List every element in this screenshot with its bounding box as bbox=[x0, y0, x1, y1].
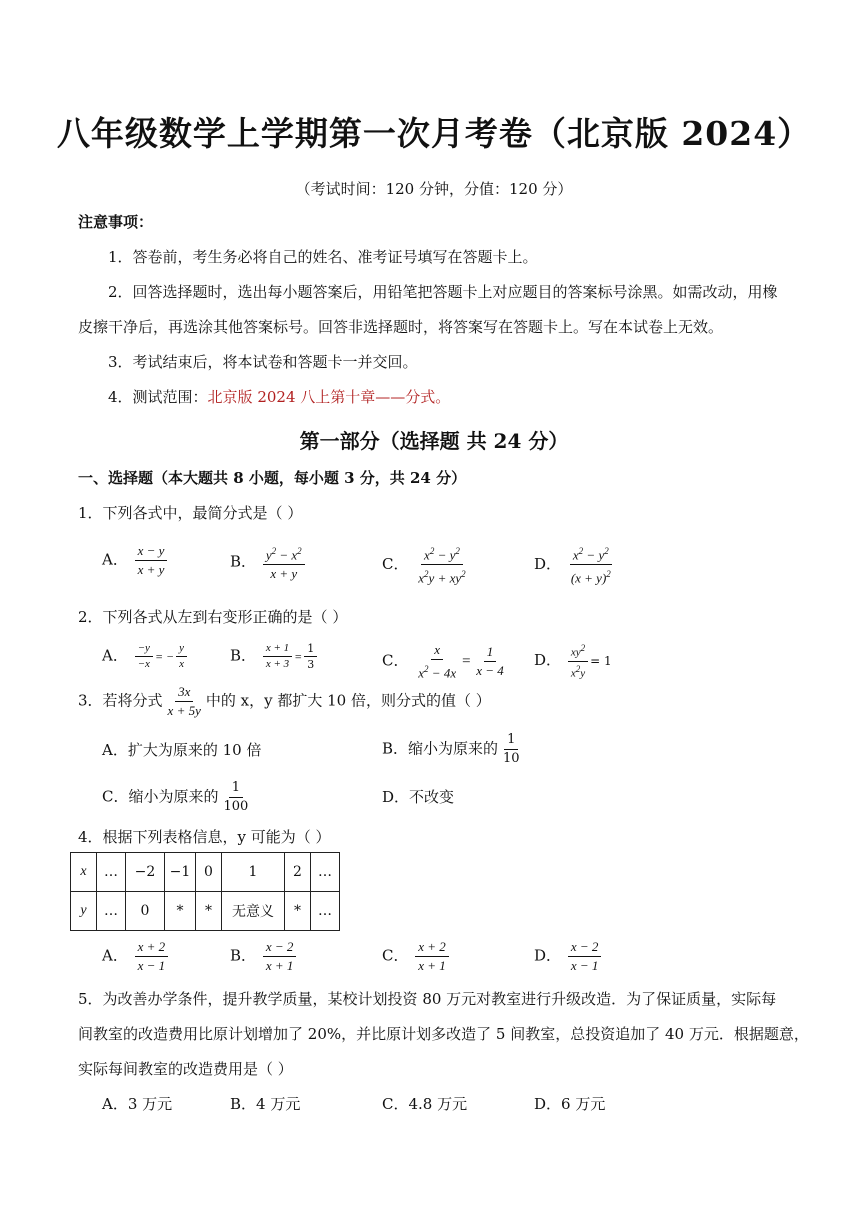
option-text: B．缩小为原来的 bbox=[382, 739, 499, 758]
table-cell: … bbox=[97, 892, 126, 931]
note-2-line1: 2．回答选择题时，选出每小题答案后，用铅笔把答题卡上对应题目的答案标号涂黑。如需改动，用橡 bbox=[108, 283, 778, 301]
fraction: $\frac{x + 1}{x + 3}$ bbox=[263, 642, 292, 671]
option-letter: A． bbox=[102, 646, 128, 665]
q1-option-d[interactable] bbox=[534, 543, 616, 587]
q2-option-c[interactable]: C． $\frac{x}{x^2 - 4x}$ = $\frac{1}{x - 4}$ bbox=[382, 642, 509, 681]
q3-option-a[interactable]: A．扩大为原来的 10 倍 bbox=[102, 741, 262, 759]
note-4 bbox=[108, 387, 450, 407]
option-letter: C． bbox=[382, 946, 409, 965]
q5-option-b[interactable]: B．4 万元 bbox=[230, 1095, 301, 1113]
q3-stem-post: 中的 x，y 都扩大 10 倍，则分式的值（ ） bbox=[205, 691, 491, 710]
fraction: $\frac{1}{3}$ bbox=[304, 642, 317, 671]
section-title: 第一部分（选择题 共 24 分） bbox=[299, 429, 569, 453]
option-letter: D． bbox=[534, 651, 562, 670]
table-cell: … bbox=[311, 853, 340, 892]
table-cell: x bbox=[71, 853, 97, 892]
q3-option-d[interactable]: D．不改变 bbox=[382, 788, 455, 806]
option-text: C．缩小为原来的 bbox=[102, 787, 219, 806]
q5-line3: 实际每间教室的改造费用是（ ） bbox=[78, 1060, 293, 1078]
q5-option-d[interactable]: D．6 万元 bbox=[534, 1095, 606, 1113]
fraction: $\frac{x - 2}{x + 1}$ bbox=[263, 939, 297, 974]
fraction: $\frac{x + 2}{x + 1}$ bbox=[415, 939, 449, 974]
table-row bbox=[71, 853, 340, 892]
fraction: $\frac{x + 2}{x - 1}$ bbox=[135, 939, 169, 974]
fraction: $\frac{-y}{-x}$ bbox=[135, 642, 153, 671]
fraction: $\frac{y^2 - x^2}{x + y}$ bbox=[263, 543, 305, 582]
note-3: 3．考试结束后，将本试卷和答题卡一并交回。 bbox=[108, 353, 418, 371]
fraction: $\frac{3x}{x + 5y}$ bbox=[167, 684, 201, 718]
q5-line2: 间教室的改造费用比原计划增加了 20%，并比原计划多改造了 5 间教室，总投资追加了 40 万元．根据题意， bbox=[78, 1025, 809, 1043]
exam-info: （考试时间：120 分钟，分值：120 分） bbox=[295, 180, 573, 198]
q3-stem-pre: 3．若将分式 bbox=[78, 691, 163, 710]
section-subtitle: 一、选择题（本大题共 8 小题，每小题 3 分，共 24 分） bbox=[78, 469, 467, 487]
table-cell: 2 bbox=[285, 853, 311, 892]
table-cell: −2 bbox=[126, 853, 165, 892]
q2-stem: 2．下列各式从左到右变形正确的是（ ） bbox=[78, 608, 348, 626]
option-letter: D． bbox=[534, 554, 562, 573]
q2-option-b[interactable]: B． $\frac{x + 1}{x + 3}$ = $\frac{1}{3}$ bbox=[230, 642, 319, 671]
note-4-prefix: 4．测试范围： bbox=[108, 388, 208, 406]
option-letter: C． bbox=[382, 554, 409, 573]
option-letter: B． bbox=[230, 646, 257, 665]
note-4-scope: 北京版 2024 八上第十章——分式。 bbox=[207, 388, 451, 406]
option-letter: C． bbox=[382, 651, 409, 670]
q5-option-c[interactable]: C．4.8 万元 bbox=[382, 1095, 468, 1113]
q4-option-a[interactable] bbox=[102, 939, 170, 974]
fraction: $\frac{x - 2}{x - 1}$ bbox=[568, 939, 602, 974]
fraction: $\frac{x^2 - y^2}{x^2y + xy^2}$ bbox=[415, 543, 468, 587]
page-title: 八年级数学上学期第一次月考卷（北京版 2024） bbox=[56, 114, 812, 153]
table-cell: y bbox=[71, 892, 97, 931]
q4-option-c[interactable] bbox=[382, 939, 451, 974]
option-letter: D． bbox=[534, 946, 562, 965]
q4-stem: 4．根据下列表格信息，y 可能为（ ） bbox=[78, 828, 331, 846]
q3-option-b[interactable] bbox=[382, 732, 525, 767]
notes-heading: 注意事项： bbox=[78, 213, 154, 231]
q2-option-a[interactable]: A． $\frac{-y}{-x}$ = − $\frac{y}{x}$ bbox=[102, 642, 189, 671]
q3-stem bbox=[78, 684, 491, 719]
table-cell: … bbox=[97, 853, 126, 892]
q1-option-b[interactable] bbox=[230, 543, 307, 582]
table-cell: 无意义 bbox=[222, 892, 285, 931]
q5-line1: 5．为改善办学条件，提升教学质量，某校计划投资 80 万元对教室进行升级改造．为了保证质量，实际每 bbox=[78, 990, 777, 1008]
q4-option-d[interactable] bbox=[534, 939, 603, 974]
q3-option-c[interactable] bbox=[102, 780, 253, 815]
table-cell: 0 bbox=[126, 892, 165, 931]
q5-option-a[interactable]: A．3 万元 bbox=[102, 1095, 173, 1113]
option-letter: A． bbox=[102, 946, 128, 965]
q1-stem: 1．下列各式中，最简分式是（ ） bbox=[78, 504, 303, 522]
q1-option-c[interactable] bbox=[382, 543, 471, 587]
fraction: $\frac{xy^2}{x^2y}$ bbox=[568, 642, 588, 680]
table-cell: * bbox=[196, 892, 222, 931]
q1-option-a[interactable] bbox=[102, 543, 169, 578]
option-letter: B． bbox=[230, 552, 257, 571]
table-row bbox=[71, 892, 340, 931]
table-cell: 1 bbox=[222, 853, 285, 892]
value-table bbox=[70, 852, 340, 931]
fraction: $\frac{1}{100}$ bbox=[223, 780, 249, 814]
table-cell: … bbox=[311, 892, 340, 931]
q4-option-b[interactable] bbox=[230, 939, 298, 974]
note-2-line2: 皮擦干净后，再选涂其他答案标号。回答非选择题时，将答案写在答题卡上。写在本试卷上无效。 bbox=[78, 318, 724, 336]
fraction: $\frac{x}{x^2 - 4x}$ bbox=[418, 642, 457, 681]
fraction: $\frac{x - y}{x + y}$ bbox=[135, 543, 168, 578]
fraction: $\frac{y}{x}$ bbox=[176, 642, 187, 671]
q2-option-d[interactable]: D． $\frac{xy^2}{x^2y}$ = 1 bbox=[534, 643, 612, 680]
table-cell: 0 bbox=[196, 853, 222, 892]
fraction: $\frac{1}{x - 4}$ bbox=[476, 644, 504, 679]
table-cell: * bbox=[165, 892, 196, 931]
option-letter: B． bbox=[230, 946, 257, 965]
note-1: 1．答卷前，考生务必将自己的姓名、准考证号填写在答题卡上。 bbox=[108, 248, 538, 266]
table-cell: * bbox=[285, 892, 311, 931]
fraction: $\frac{x^2 - y^2}{(x + y)^2}$ bbox=[568, 543, 614, 587]
table-cell: −1 bbox=[165, 853, 196, 892]
fraction: $\frac{1}{10}$ bbox=[503, 732, 520, 766]
option-letter: A． bbox=[102, 550, 128, 569]
